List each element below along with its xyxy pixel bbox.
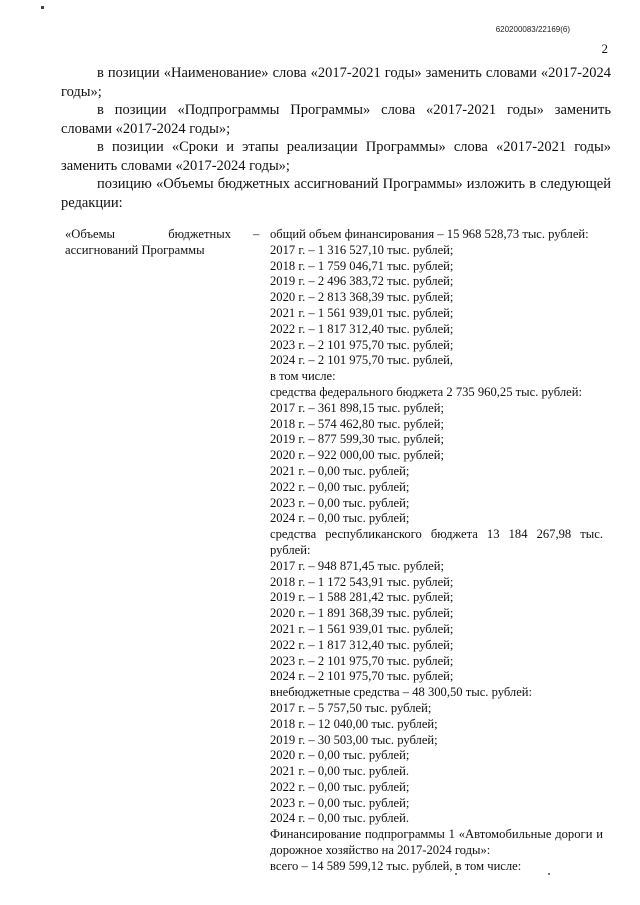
table-line: всего – 14 589 599,12 тыс. рублей, в том числе: [270,858,522,873]
table-line: 2023 г. – 0,00 тыс. рублей; [270,495,410,510]
table-line: 2024 г. – 2 101 975,70 тыс. рублей; [270,669,454,684]
table-line: 2019 г. – 2 496 383,72 тыс. рублей; [270,274,454,289]
table-line: 2019 г. – 877 599,30 тыс. рублей; [270,432,444,447]
table-line: 2019 г. – 30 503,00 тыс. рублей; [270,732,438,747]
table-line: 2022 г. – 0,00 тыс. рублей; [270,479,410,494]
table-line: 2021 г. – 0,00 тыс. рублей. [270,764,409,779]
table-dash: – [253,227,260,241]
budget-label-cell: «Объемы бюджетных ассигнований Программы [65,227,231,257]
table-line: 2022 г. – 1 817 312,40 тыс. рублей; [270,637,454,652]
table-line: 2023 г. – 2 101 975,70 тыс. рублей; [270,653,454,668]
table-line: 2022 г. – 1 817 312,40 тыс. рублей; [270,321,454,336]
table-line: общий объем финансирования – 15 968 528,73 тыс. рублей: [270,227,589,241]
table-line: 2020 г. – 922 000,00 тыс. рублей; [270,448,444,463]
table-line: 2023 г. – 0,00 тыс. рублей; [270,795,410,810]
paragraph-subprograms-change: в позиции «Подпрограммы Программы» слова «2017-2021 годы» заменить словами «2017-2024 годы»; [61,102,611,137]
table-line: 2023 г. – 2 101 975,70 тыс. рублей; [270,337,454,352]
table-line: в том числе: [270,369,336,384]
table-line: 2021 г. – 0,00 тыс. рублей; [270,463,410,478]
table-line: 2021 г. – 1 561 939,01 тыс. рублей; [270,305,454,320]
table-line: 2018 г. – 574 462,80 тыс. рублей; [270,416,444,431]
scan-dot [548,873,550,875]
table-line: 2021 г. – 1 561 939,01 тыс. рублей; [270,621,454,636]
table-line: средства республиканского бюджета 13 184 267,98 тыс. рублей: [270,527,603,557]
table-line: 2020 г. – 2 813 368,39 тыс. рублей; [270,290,454,305]
scan-dot [455,873,457,875]
table-line: 2018 г. – 1 759 046,71 тыс. рублей; [270,258,454,273]
table-line: 2018 г. – 1 172 543,91 тыс. рублей; [270,574,454,589]
table-line: 2018 г. – 12 040,00 тыс. рублей; [270,716,438,731]
table-line: 2017 г. – 361 898,15 тыс. рублей; [270,400,444,415]
table-line: Финансирование подпрограммы 1 «Автомобильные дороги и дорожное хозяйство на 2017-2024 годы»: [270,827,603,858]
table-line: средства федерального бюджета 2 735 960,25 тыс. рублей: [270,384,582,399]
table-line: 2019 г. – 1 588 281,42 тыс. рублей; [270,590,454,605]
table-line: 2024 г. – 0,00 тыс. рублей; [270,511,410,526]
paragraph-terms-change: в позиции «Сроки и этапы реализации Программы» слова «2017-2021 годы» заменить словами «2017-2024 годы»; [61,139,611,174]
paragraph-budget-change: позицию «Объемы бюджетных ассигнований Программы» изложить в следующей редакции: [61,176,611,211]
scan-artifacts [0,873,640,877]
table-line: 2022 г. – 0,00 тыс. рублей; [270,779,410,794]
table-line: внебюджетные средства – 48 300,50 тыс. рублей: [270,685,533,700]
table-line: 2017 г. – 1 316 527,10 тыс. рублей; [270,242,454,257]
budget-values-cell [270,227,603,875]
table-line: 2017 г. – 948 871,45 тыс. рублей; [270,558,444,573]
table-line: 2020 г. – 1 891 368,39 тыс. рублей; [270,606,454,621]
table-line: 2020 г. – 0,00 тыс. рублей; [270,748,410,763]
table-line: 2024 г. – 2 101 975,70 тыс. рублей, [270,353,454,368]
table-line: 2024 г. – 0,00 тыс. рублей. [270,811,409,826]
paragraph-name-change: в позиции «Наименование» слова «2017-2021 годы» заменить словами «2017-2024 годы»; [61,65,611,100]
document-id: 620200083/22169(6) [495,25,570,34]
intro-text [61,64,611,212]
table-line: 2017 г. – 5 757,50 тыс. рублей; [270,700,432,715]
page-number: 2 [601,41,608,56]
scan-mark [41,6,44,9]
